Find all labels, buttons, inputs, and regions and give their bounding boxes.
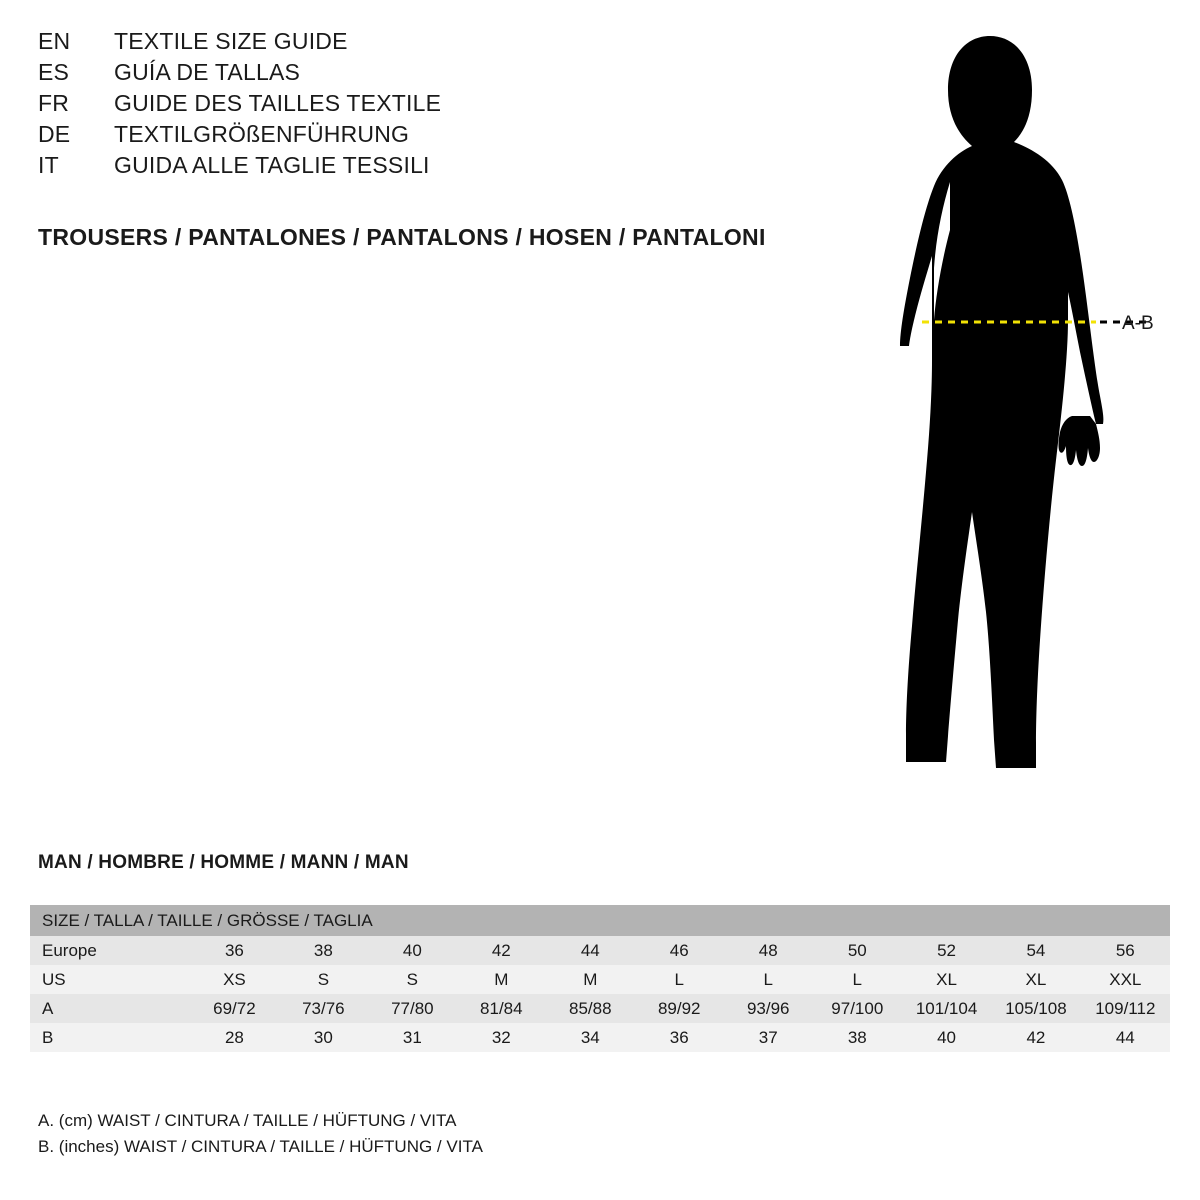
cell: L: [674, 969, 684, 989]
language-title: GUÍA DE TALLAS: [114, 59, 301, 85]
language-title: TEXTILE SIZE GUIDE: [114, 28, 348, 54]
row-label: Europe: [42, 940, 97, 960]
cell: 77/80: [391, 998, 434, 1018]
cell: 46: [669, 940, 689, 960]
measure-label-ab: A-B: [1122, 313, 1154, 334]
cell: S: [317, 969, 330, 989]
cell: 54: [1026, 940, 1046, 960]
cell: 31: [402, 1027, 422, 1047]
language-row: [38, 59, 798, 90]
cell: XL: [936, 969, 957, 989]
garment-type-title: TROUSERS / PANTALONES / PANTALONS / HOSEN / PANTALONI: [38, 224, 766, 250]
language-code: FR: [38, 90, 70, 116]
cell: 101/104: [915, 998, 978, 1018]
figure-illustration: [800, 20, 1200, 810]
male-silhouette-icon: [900, 36, 1103, 768]
cell: 37: [758, 1027, 778, 1047]
cell: 44: [580, 940, 600, 960]
language-title: TEXTILGRÖßENFÜHRUNG: [114, 121, 410, 147]
cell: 40: [937, 1027, 957, 1047]
cell: XS: [223, 969, 246, 989]
footnote-list: [38, 1108, 483, 1160]
cell: 50: [847, 940, 867, 960]
size-table: [30, 905, 1170, 1052]
cell: L: [852, 969, 863, 989]
cell: 36: [224, 940, 244, 960]
cell: 69/72: [213, 998, 256, 1018]
cell: 105/108: [1005, 998, 1067, 1018]
language-code: DE: [38, 121, 71, 147]
cell: XL: [1025, 969, 1047, 989]
cell: S: [406, 969, 419, 989]
cell: 44: [1115, 1027, 1135, 1047]
cell: 42: [1026, 1027, 1046, 1047]
cell: 40: [402, 940, 422, 960]
row-label: A: [42, 998, 54, 1018]
cell: 81/84: [480, 998, 523, 1018]
footnote-a: A. (cm) WAIST / CINTURA / TAILLE / HÜFTUNG / VITA: [38, 1111, 457, 1130]
cell: 34: [580, 1027, 600, 1047]
table-header-row: [30, 905, 1170, 936]
row-label: US: [42, 969, 66, 989]
cell: 89/92: [657, 998, 701, 1018]
cell: M: [583, 969, 598, 989]
table-row: [30, 1023, 1170, 1052]
gender-section-title: MAN / HOMBRE / HOMME / MANN / MAN: [38, 852, 409, 873]
table-header-label: SIZE / TALLA / TAILLE / GRÖSSE / TAGLIA: [30, 905, 1170, 936]
cell: L: [763, 969, 773, 989]
language-code: ES: [38, 59, 70, 85]
cell: 38: [313, 940, 333, 960]
table-row: [30, 994, 1170, 1023]
language-row: [38, 121, 798, 152]
cell: XXL: [1109, 969, 1142, 989]
cell: 93/96: [746, 998, 790, 1018]
cell: 56: [1115, 940, 1135, 960]
language-title: GUIDA ALLE TAGLIE TESSILI: [114, 152, 430, 178]
footnote-b: B. (inches) WAIST / CINTURA / TAILLE / HÜFTUNG / VITA: [38, 1137, 483, 1156]
table-row: [30, 965, 1170, 994]
cell: M: [494, 969, 509, 989]
table-row: [30, 936, 1170, 965]
cell: 32: [491, 1027, 511, 1047]
language-row: [38, 152, 798, 183]
cell: 30: [313, 1027, 333, 1047]
cell: 109/112: [1095, 998, 1156, 1018]
cell: 36: [669, 1027, 689, 1047]
cell: 28: [224, 1027, 244, 1047]
language-row: [38, 90, 798, 121]
cell: 52: [937, 940, 957, 960]
language-code: IT: [38, 152, 59, 178]
cell: 38: [847, 1027, 867, 1047]
language-title: GUIDE DES TAILLES TEXTILE: [114, 90, 442, 116]
row-label: B: [42, 1027, 54, 1047]
cell: 97/100: [831, 998, 884, 1018]
cell: 42: [491, 940, 511, 960]
language-code: EN: [38, 28, 71, 54]
language-row: [38, 28, 798, 59]
language-title-list: [38, 28, 798, 183]
cell: 73/76: [302, 998, 345, 1018]
cell: 85/88: [569, 998, 612, 1018]
cell: 48: [758, 940, 778, 960]
